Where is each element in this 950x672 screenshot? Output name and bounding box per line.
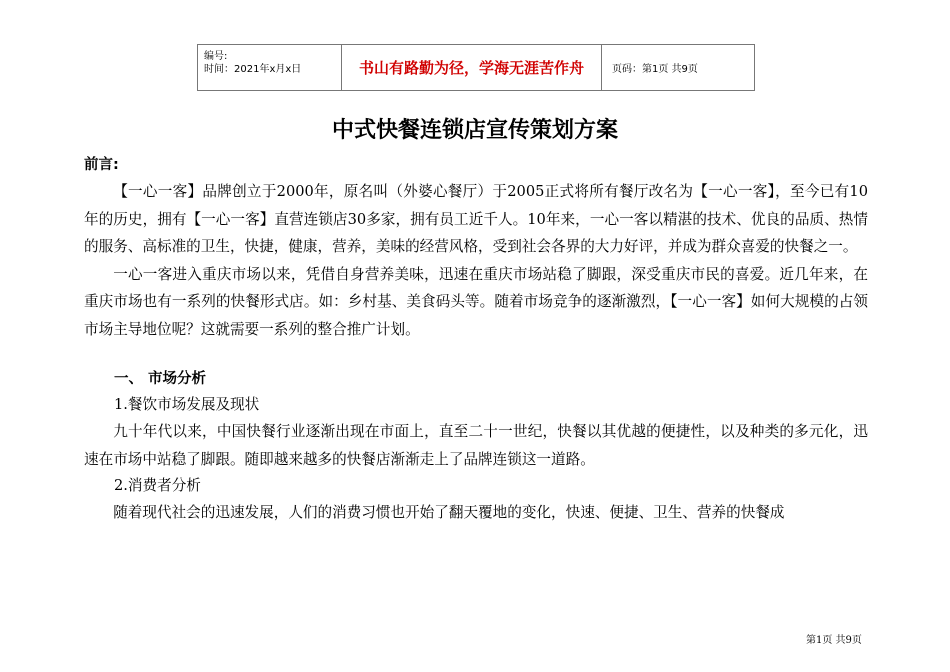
document-body: [84, 152, 868, 527]
market-status-paragraph: 九十年代以来，中国快餐行业逐渐出现在市面上，直至二十一世纪，快餐以其优越的便捷性，以及种类的多元化，迅速在市场中站稳了脚跟。随即越来越多的快餐店渐渐走上了品牌连锁这一道路。: [84, 423, 868, 468]
number-label: 编号:: [204, 51, 228, 62]
header-motto: 书山有路勤为径，学海无涯苦作舟: [341, 45, 602, 90]
consumer-analysis-paragraph: 随着现代社会的迅速发展，人们的消费习惯也开始了翻天覆地的变化，快速、便捷、卫生、营养的快餐成: [113, 504, 785, 521]
document-title: 中式快餐连锁店宣传策划方案: [331, 118, 618, 143]
page-footer: 第1页 共9页: [806, 635, 862, 646]
section-heading-market: 一、 市场分析: [114, 371, 207, 387]
subheading-consumer-analysis: 2.消费者分析: [114, 477, 201, 494]
preface-paragraph-1: 【一心一客】品牌创立于2000年，原名叫（外婆心餐厅）于2005正式将所有餐厅改名为【一心一客】，至今已有10年的历史，拥有【一心一客】直营连锁店30多家，拥有员工近千人。10年来，一心一客以精湛的技术、优良的品质、热情的服务、高标准的卫生，快捷，健康，营养，美味的经营风格，受到社会各界的大力好评，并成为群众喜爱的快餐之一。: [84, 183, 868, 255]
spacer: [84, 343, 868, 366]
preface-heading: 前言:: [84, 157, 119, 173]
header-meta: [198, 45, 341, 90]
header-page-info: 页码：第1页 共9页: [612, 64, 698, 75]
subheading-market-status: 1.餐饮市场发展及现状: [114, 396, 260, 413]
document-header: [197, 44, 755, 91]
preface-paragraph-2: 一心一客进入重庆市场以来，凭借自身营养美味，迅速在重庆市场站稳了脚跟，深受重庆市民的喜爱。近几年来，在重庆市场也有一系列的快餐形式店。如：乡村基、美食码头等。随着市场竞争的逐渐激烈，【一心一客】如何大规模的占领市场主导地位呢？这就需要一系列的整合推广计划。: [84, 265, 868, 338]
time-label: 时间：2021年x月x日: [204, 64, 302, 75]
